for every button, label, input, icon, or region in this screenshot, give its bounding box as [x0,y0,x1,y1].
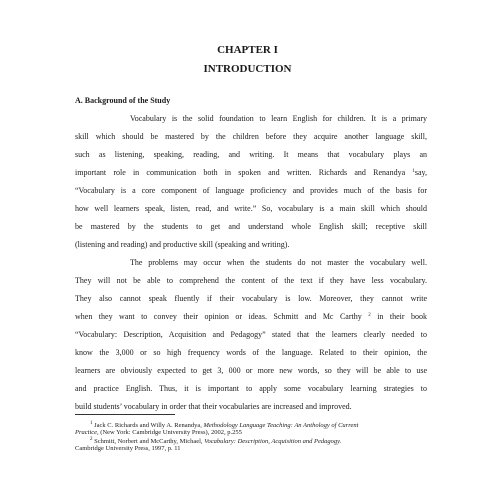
paragraph-line [75,168,427,177]
paragraph-line: skill which should be mastered by the children before they acquire another language skill, [75,132,427,141]
footnote-2 [90,437,341,445]
footnote-number: 1 [90,421,93,426]
paragraph-text: important role in communication both in spoken and written. Richards and Renandya [75,168,406,177]
paragraph-line: (listening and reading) and productive skill (speaking and writing). [75,240,290,249]
paragraph-line: be mastered by the students to get and understand whole English skill; receptive skill [75,222,427,231]
paragraph-line: build students’ vocabulary in order that their vocabularies are increased and improved. [75,402,352,411]
footnote-book-title: Vocabulary: Description, Acquisition and Pedagogy. [204,438,342,445]
footnote-text: (New York: Cambridge University Press), 2002, p.255 [100,429,242,436]
footnote-1 [90,421,358,429]
footnote-text: Schmitt, Norbert and McCarthy, Michael, [94,438,203,445]
paragraph-line: They also cannot speak fluently if their vocabulary is low. Moreover, they cannot write [75,294,427,303]
paragraph-line: learners are obviously expected to get 3, 000 or more new words, so they will be able to use [75,366,427,375]
footnote-book-title: Practice, [75,429,99,436]
paragraph-line: and practice English. Thus, it is important to apply some vocabulary learning strategies to [75,384,427,393]
footnote-2-cont: Cambridge University Press, 1997, p. 11 [75,445,181,452]
paragraph-line: “Vocabulary is a core component of language proficiency and provides much of the basis for [75,186,427,195]
paragraph-line: how well learners speak, listen, read, and write.” So, vocabulary is a main skill which should [75,204,427,213]
section-heading: A. Background of the Study [75,96,171,105]
paragraph-line [75,312,427,321]
paragraph-text: in their book [377,312,428,321]
paragraph-line: “Vocabulary: Description, Acquisition and Pedagogy” stated that the learners clearly needed to [75,330,427,339]
chapter-label: CHAPTER I [217,44,278,56]
footnote-divider [75,414,175,415]
paragraph-text: say, [414,168,428,177]
footnote-book-title: Methodology Language Teaching: An Anthology of Current [203,422,359,429]
footnote-1-cont [75,429,242,436]
paragraph-line: know the 3,000 or so high frequency words of the language. Related to their opinion, the [75,348,427,357]
footnote-ref: 1 [412,169,415,174]
paragraph-line: The problems may occur when the students do not master the vocabulary well. [130,258,427,267]
paragraph-line: such as listening, speaking, reading, and writing. It means that vocabulary plays an [75,150,427,159]
paragraph-line: Vocabulary is the solid foundation to learn English for children. It is a primary [130,114,427,123]
chapter-title: INTRODUCTION [203,63,292,75]
paragraph-text: when they want to convey their opinion or ideas. Schmitt and Mc Carthy [75,312,362,321]
footnote-number: 2 [90,437,93,442]
paragraph-line: They will not be able to comprehend the content of the text if they have less vocabulary. [75,276,427,285]
footnote-text: Jack C. Richards and Willy A. Renandya, [94,422,202,429]
footnote-ref: 2 [368,313,371,318]
